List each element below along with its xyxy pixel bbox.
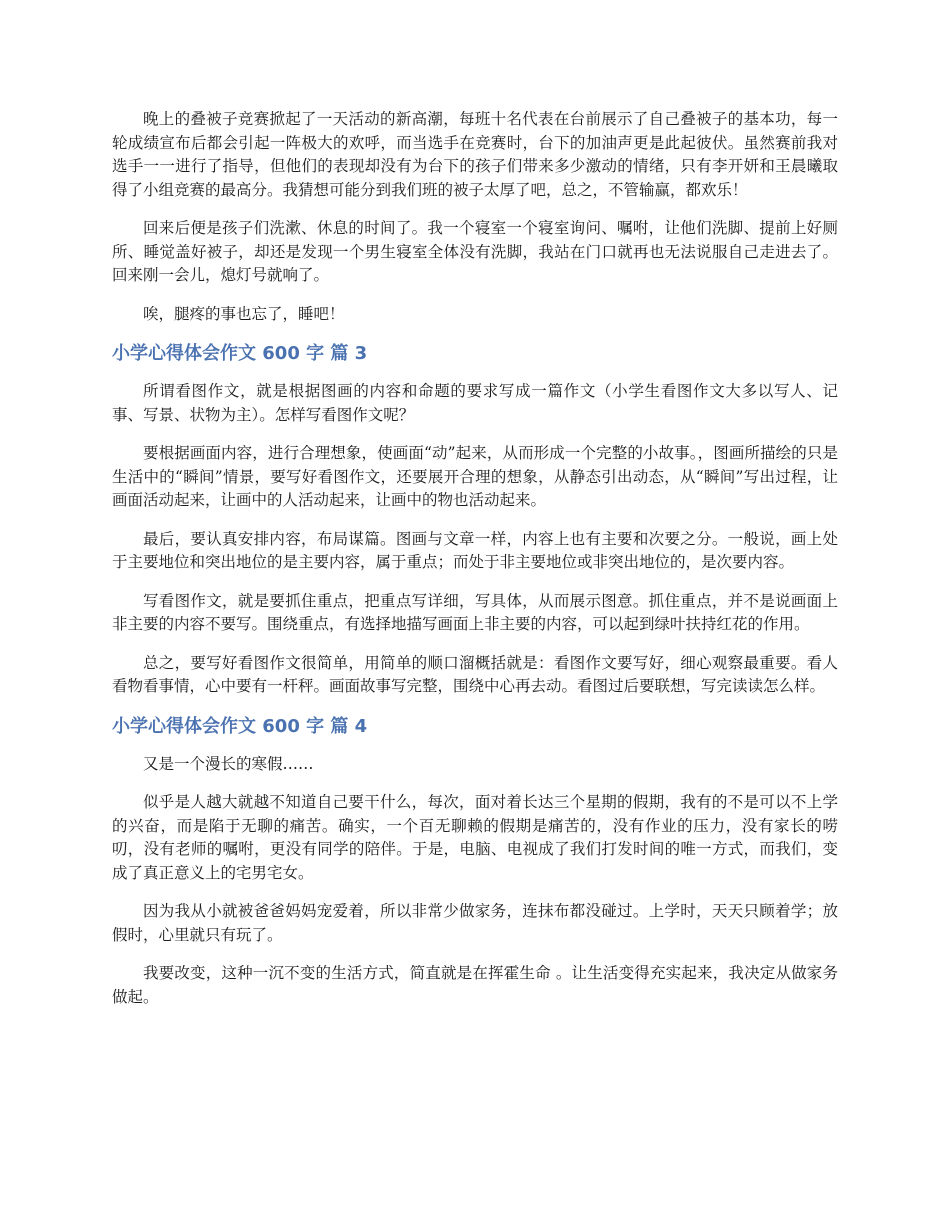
paragraph: 总之，要写好看图作文很简单，用简单的顺口溜概括就是：看图作文要写好，细心观察最重要。看人看物看事情，心中要有一杆秤。画面故事写完整，围绕中心再去动。看图过后要联想，写完读读怎么样。 — [112, 653, 838, 695]
section-heading: 小学心得体会作文 600 字 篇 4 — [112, 715, 368, 737]
paragraph: 最后，要认真安排内容，布局谋篇。图画与文章一样，内容上也有主要和次要之分。一般说，画上处于主要地位和突出地位的是主要内容，属于重点；而处于非主要地位或非突出地位的，是次要内容。 — [112, 529, 838, 571]
paragraph: 要根据画面内容，进行合理想象，使画面“动”起来，从而形成一个完整的小故事。，图画所描绘的只是生活中的“瞬间”情景，要写好看图作文，还要展开合理的想象，从静态引出动态，从“瞬间”写出过程，让画面活动起来，让画中的人活动起来，让画中的物也活动起来。 — [112, 444, 838, 509]
document-page — [112, 108, 838, 1024]
paragraph: 回来后便是孩子们洗漱、休息的时间了。我一个寝室一个寝室询问、嘱咐，让他们洗脚、提前上好厕所、睡觉盖好被子，却还是发现一个男生寝室全体没有洗脚，我站在门口就再也无法说服自己走进去了。回来刚一会儿，熄灯号就响了。 — [112, 219, 838, 284]
paragraph: 所谓看图作文，就是根据图画的内容和命题的要求写成一篇作文（小学生看图作文大多以写人、记事、写景、状物为主）。怎样写看图作文呢？ — [112, 382, 838, 424]
paragraph: 写看图作文，就是要抓住重点，把重点写详细，写具体，从而展示图意。抓住重点，并不是说画面上非主要的内容不要写。围绕重点，有选择地描写画面上非主要的内容，可以起到绿叶扶持红花的作用。 — [112, 591, 838, 633]
paragraph: 唉，腿疼的事也忘了，睡吧！ — [143, 304, 345, 323]
paragraph: 晚上的叠被子竞赛掀起了一天活动的新高潮，每班十名代表在台前展示了自己叠被子的基本功，每一轮成绩宣布后都会引起一阵极大的欢呼，而当选手在竞赛时，台下的加油声更是此起彼伏。虽然赛前我对选手一一进行了指导，但他们的表现却没有为台下的孩子们带来多少激动的情绪，只有李开妍和王晨曦取得了小组竞赛的最高分。我猜想可能分到我们班的被子太厚了吧，总之，不管输赢，都欢乐！ — [112, 110, 838, 199]
paragraph: 因为我从小就被爸爸妈妈宠爱着，所以非常少做家务，连抹布都没碰过。上学时，天天只顾着学；放假时，心里就只有玩了。 — [112, 902, 838, 944]
paragraph: 似乎是人越大就越不知道自己要干什么，每次，面对着长达三个星期的假期，我有的不是可以不上学的兴奋，而是陷于无聊的痛苦。确实，一个百无聊赖的假期是痛苦的，没有作业的压力，没有家长的唠叨，没有老师的嘱咐，更没有同学的陪伴。于是，电脑、电视成了我们打发时间的唯一方式，而我们，变成了真正意义上的宅男宅女。 — [112, 793, 838, 882]
paragraph: 我要改变，这种一沉不变的生活方式，简直就是在挥霍生命 。让生活变得充实起来，我决定从做家务做起。 — [112, 964, 838, 1006]
section-heading: 小学心得体会作文 600 字 篇 3 — [112, 343, 368, 364]
paragraph: 又是一个漫长的寒假…… — [143, 754, 314, 773]
